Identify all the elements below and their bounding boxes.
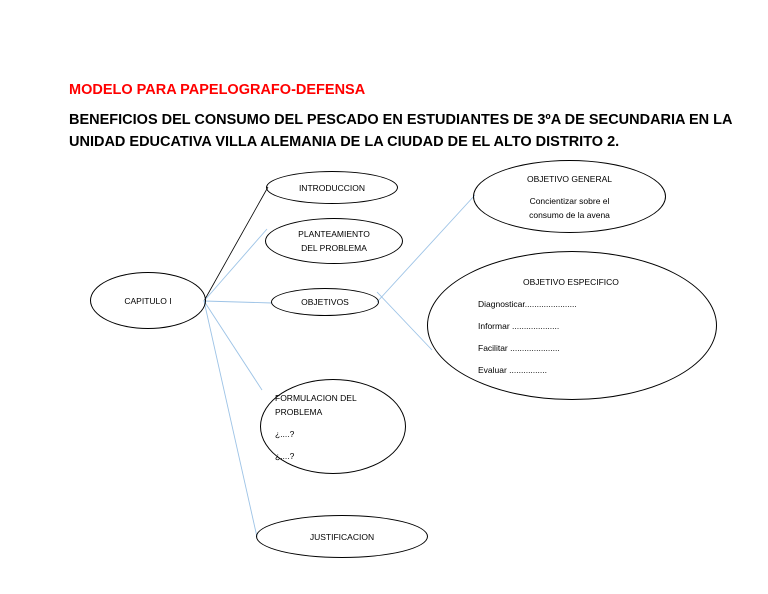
document-heading: MODELO PARA PAPELOGRAFO-DEFENSA [69, 82, 366, 98]
title-line-1: BENEFICIOS DEL CONSUMO DEL PESCADO EN ESTUDIANTES DE 3ºA DE SECUNDARIA EN LA [69, 112, 733, 128]
especifico-item: Informar .................... [478, 320, 560, 331]
title-line-2: UNIDAD EDUCATIVA VILLA ALEMANIA DE LA CIUDAD DE EL ALTO DISTRITO 2. [69, 134, 620, 150]
especifico-item: Facilitar ..................... [478, 342, 560, 353]
node-introduccion: INTRODUCCION [266, 171, 398, 204]
node-objetivo-general: OBJETIVO GENERAL Concientizar sobre el consumo de la avena [473, 160, 666, 233]
node-objetivos: OBJETIVOS [271, 288, 379, 316]
node-capitulo: CAPITULO I [90, 272, 206, 329]
connector-objetivos-especifico [377, 292, 432, 350]
connector-capitulo-formulacion [204, 301, 262, 390]
node-formulacion: FORMULACION DEL PROBLEMA ¿....? ¿....? [260, 379, 406, 474]
node-objetivo-especifico: OBJETIVO ESPECIFICO Diagnosticar...................... Informar .................... Facilitar ..................... Evaluar ................ [427, 251, 717, 400]
connector-capitulo-justificacion [204, 301, 257, 537]
connector-capitulo-introduccion [204, 187, 268, 301]
especifico-item: Diagnosticar...................... [478, 298, 577, 309]
connector-capitulo-objetivos [204, 301, 272, 303]
node-planteamiento: PLANTEAMIENTO DEL PROBLEMA [265, 218, 403, 264]
especifico-item: Evaluar ................ [478, 364, 547, 375]
node-justificacion: JUSTIFICACION [256, 515, 428, 558]
connector-capitulo-planteamiento [204, 229, 267, 301]
